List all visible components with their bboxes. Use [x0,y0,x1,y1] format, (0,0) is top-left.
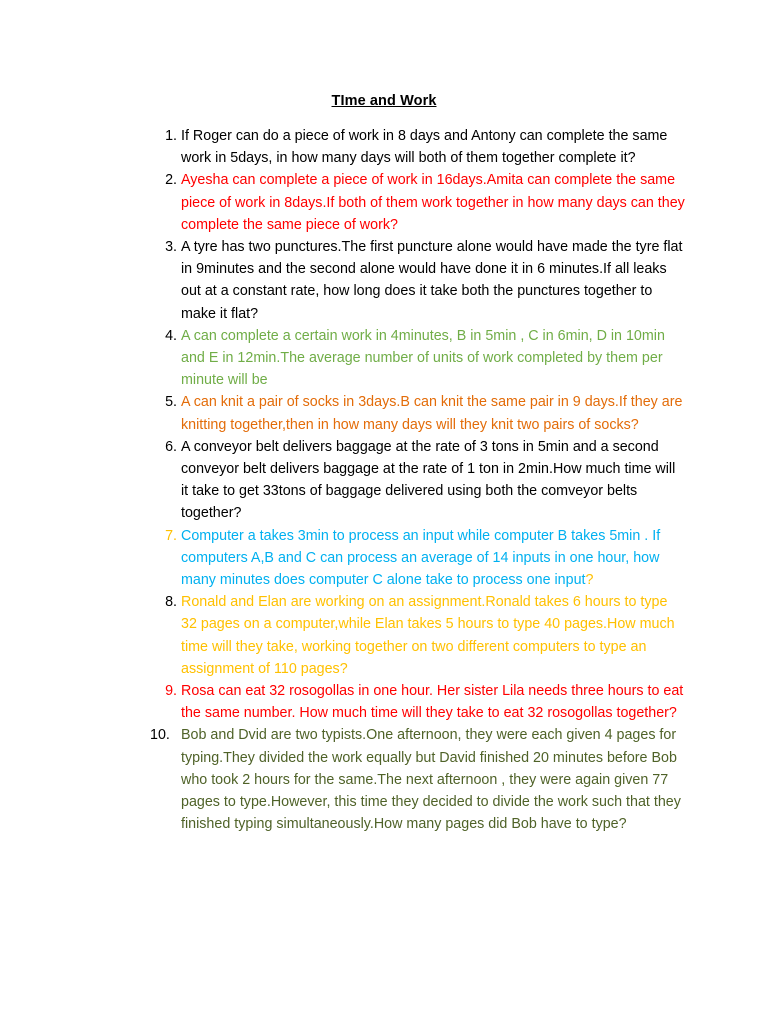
question-text: Rosa can eat 32 rosogollas in one hour. Her sister Lila needs three hours to eat the same number. How much time will they take to eat 32 rosogollas together? [181,683,684,722]
question-number: 7. [165,527,177,544]
question-text: Ayesha can complete a piece of work in 16days.Amita can complete the same piece of work in 8days.If both of them work together in how many days can they complete the same piece of work? [181,172,685,233]
question-text-suffix: ? [585,572,594,589]
question-number: 9. [165,683,177,700]
question-item [150,680,685,724]
question-number: 5. [165,394,177,411]
question-text: A tyre has two punctures.The first puncture alone would have made the tyre flat in 9minutes and the second alone would have done it in 6 minutes.If all leaks out at a constant rate, how long does it take both the punctures together to make it flat? [181,239,683,322]
document-title: TIme and Work [331,93,437,109]
question-item [150,591,685,680]
question-item [150,724,685,835]
question-text: A can complete a certain work in 4minutes, B in 5min , C in 6min, D in 10min and E in 12min.The average number of units of work completed by them per minute will be [181,327,665,389]
question-text-wrapper [181,525,685,592]
question-list [150,125,685,836]
question-number: 2. [165,172,177,189]
question-number: 6. [165,438,177,455]
question-number: 3. [165,239,177,256]
question-item [150,391,685,435]
question-text: A conveyor belt delivers baggage at the rate of 3 tons in 5min and a second conveyor belt delivers baggage at the rate of 1 ton in 2min.How much time will it take to get 33tons of baggage delivered using both the comveyor belts together? [181,438,676,522]
question-item [150,325,685,392]
question-number: 10. [150,727,170,744]
question-item [150,169,685,236]
question-text: Computer a takes 3min to process an input while computer B takes 5min . If computers A,B and C can process an average of 14 inputs in one hour, how many minutes does computer C alone take to process one input [181,527,661,589]
question-item [150,236,685,325]
question-number: 8. [165,594,177,611]
question-number: 4. [165,327,177,344]
question-text: Bob and Dvid are two typists.One afternoon, they were each given 4 pages for typing.They divided the work equally but David finished 20 minutes before Bob who took 2 hours for the same.The next afternoon , they were again given 77 pages to type.However, this time they decided to divide the work such that they finished typing simultaneously.How many pages did Bob have to type? [181,727,681,833]
question-number: 1. [165,128,177,144]
question-text: A can knit a pair of socks in 3days.B can knit the same pair in 9 days.If they are knitting together,then in how many days will they knit two pairs of socks? [181,394,683,433]
question-item [150,525,685,592]
question-text: If Roger can do a piece of work in 8 days and Antony can complete the same work in 5days, in how many days will both of them together complete it? [181,128,668,167]
question-text: Ronald and Elan are working on an assignment.Ronald takes 6 hours to type 32 pages on a computer,while Elan takes 5 hours to type 40 pages.How much time will they take, working together on two different computers to type an assignment of 110 pages? [181,594,675,677]
question-item [150,436,685,525]
question-item [150,125,685,169]
